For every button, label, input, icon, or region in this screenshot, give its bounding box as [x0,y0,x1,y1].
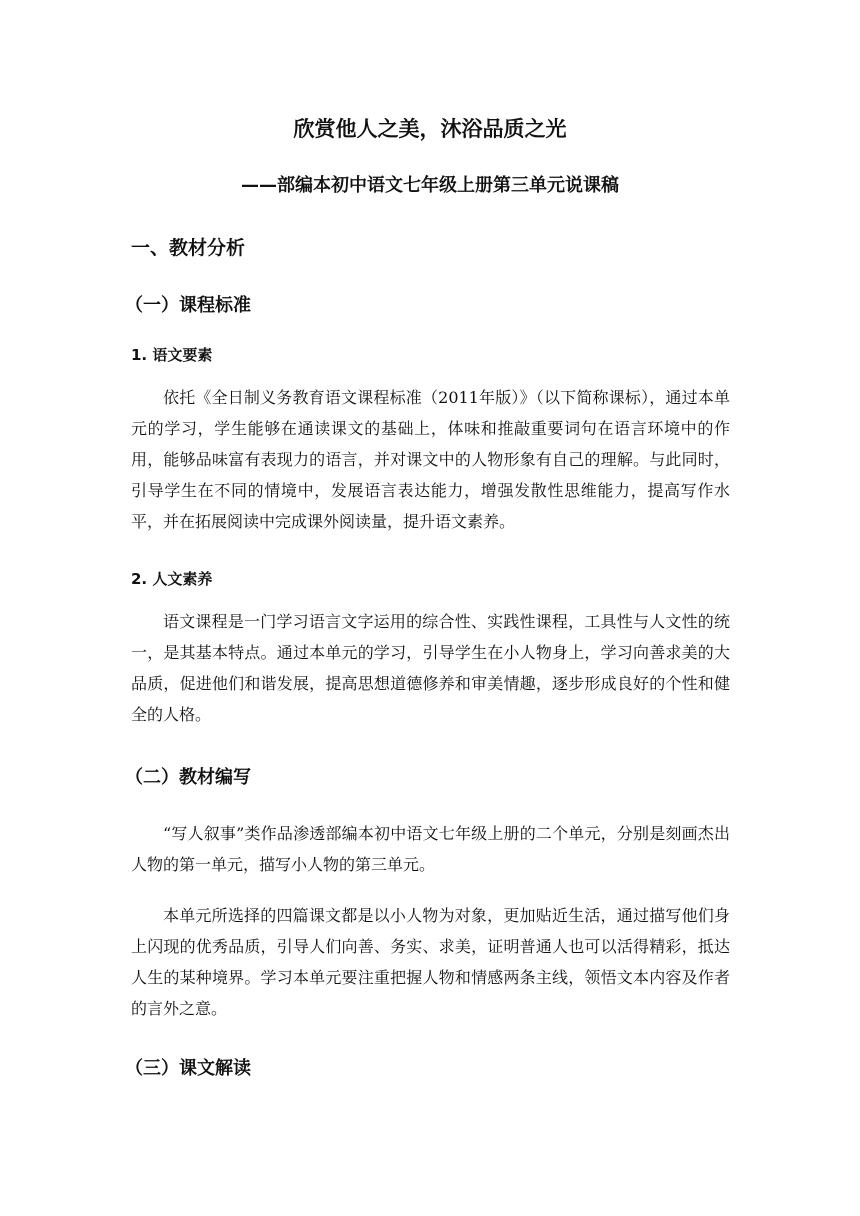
paragraph-writing-category: “写人叙事”类作品渗透部编本初中语文七年级上册的二个单元，分别是刻画杰出人物的第一单元，描写小人物的第三单元。 [131,824,730,874]
subsection-heading-curriculum-standard: （一）课程标准 [125,295,251,316]
paragraph-language-elements: 依托《全日制义务教育语文课程标准（2011年版）》（以下简称课标），通过本单元的学习，学生能够在通读课文的基础上，体味和推敲重要词句在语言环境中的作用，能够品味富有表现力的语言，并对课文中的人物形象有自己的理解。与此同时，引导学生在不同的情境中，发展语言表达能力，增强发散性思维能力，提高写作水平，并在拓展阅读中完成课外阅读量，提升语文素养。 [131,388,730,531]
document-subtitle: ——部编本初中语文七年级上册第三单元说课稿 [241,175,619,196]
section-heading-textbook-analysis: 一、教材分析 [131,237,246,259]
paragraph-humanistic-literacy: 语文课程是一门学习语言文字运用的综合性、实践性课程，工具性与人文性的统一，是其基本特点。通过本单元的学习，引导学生在小人物身上，学习向善求美的大品质，促进他们和谐发展，提高思想道德修养和审美情趣，逐步形成良好的个性和健全的人格。 [131,612,730,724]
item-heading-humanistic-literacy: 2. 人文素养 [131,570,213,588]
item-heading-language-elements: 1. 语文要素 [131,346,213,364]
subsection-heading-text-interpretation: （三）课文解读 [125,1058,251,1079]
subsection-heading-textbook-compilation: （二）教材编写 [125,767,251,788]
document-title: 欣赏他人之美，沐浴品质之光 [293,117,567,141]
paragraph-unit-overview: 本单元所选择的四篇课文都是以小人物为对象，更加贴近生活，通过描写他们身上闪现的优秀品质，引导人们向善、务实、求美，证明普通人也可以活得精彩，抵达人生的某种境界。学习本单元要注重把握人物和情感两条主线，领悟文本内容及作者的言外之意。 [131,906,730,1018]
